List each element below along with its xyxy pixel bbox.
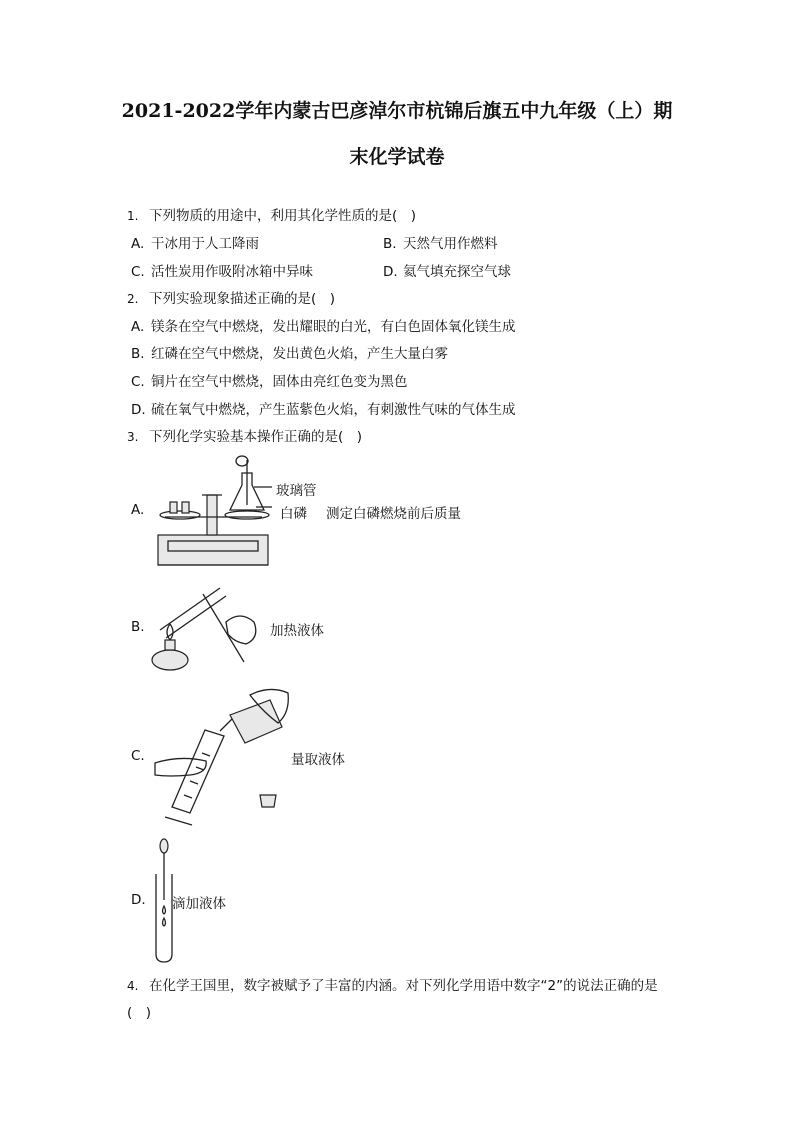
balance-base [158,535,268,565]
option-text: 干冰用于人工降雨 [151,236,259,252]
paper-title-line2: 末化学试卷 [349,146,445,168]
option-text: 铜片在空气中燃烧，固体由亮红色变为黑色 [151,374,408,390]
figure-label-dropping: 滴加液体 [172,896,226,912]
graduated-cylinder [172,730,224,813]
question-4 [127,974,658,994]
option-text: 天然气用作燃料 [403,236,498,252]
question-stem: 下列化学实验基本操作正确的是( ) [149,429,363,445]
question-1 [127,204,416,224]
option-label: B. [383,236,397,252]
question-number: 4. [127,979,139,993]
option-text: 红磷在空气中燃烧，发出黄色火焰，产生大量白雾 [151,346,448,362]
right-pan [225,511,269,519]
option-1b [383,232,498,252]
paper-title-line1: 2021-2022学年内蒙古巴彦淖尔市杭锦后旗五中九年级（上）期 [121,100,673,122]
left-hand [155,758,206,776]
question-stem: 下列实验现象描述正确的是( ) [149,291,336,307]
option-label: C. [131,374,145,390]
left-pan [160,511,200,519]
figure-label-measure-mass: 测定白磷燃烧前后质量 [326,506,461,522]
option-label: D. [383,264,398,280]
option-label: D. [131,402,146,418]
weight-2 [182,502,189,513]
option-2b [131,342,448,362]
option-1c [131,260,313,280]
measuring-figure [150,685,290,825]
option-label: A. [131,236,145,252]
question-3 [127,425,362,445]
option-1d [383,260,511,280]
option-3a-label: A. [131,502,145,518]
question-number: 1. [127,209,139,223]
question-2 [127,287,335,307]
balance-pillar [207,495,217,535]
scale-mark [184,795,192,798]
scale-mark [202,753,210,756]
test-tube-upper [160,588,220,630]
option-3d-label: D. [131,892,146,908]
flame [167,624,173,640]
option-text: 硫在氧气中燃烧，产生蓝紫色火焰，有刺激性气味的气体生成 [151,402,516,418]
option-2d [131,398,516,418]
option-2c [131,370,408,390]
balance-figure [150,455,280,570]
option-3b-label: B. [131,619,145,635]
option-2a [131,315,516,335]
question-number: 2. [127,292,139,306]
alcohol-lamp [152,650,188,670]
bottle-mouth [220,719,232,731]
reagent-bottle [230,700,282,743]
option-label: B. [131,346,145,362]
dropper-bulb [160,839,168,853]
question-stem: 在化学王国里，数字被赋予了丰富的内涵。对下列化学用语中数字“2”的说法正确的是 [149,978,658,994]
option-text: 活性炭用作吸附冰箱中异味 [151,264,313,280]
tube-holder [203,594,244,662]
cylinder-base [165,817,192,825]
weight-1 [170,502,177,513]
scale-mark [196,767,204,770]
figure-label-measuring: 量取液体 [291,752,345,768]
question-number: 3. [127,430,139,444]
drop [163,918,166,926]
option-text: 镁条在空气中燃烧，发出耀眼的白光，有白色固体氧化镁生成 [151,319,516,335]
option-label: A. [131,319,145,335]
drop [163,906,166,914]
figure-label-heating: 加热液体 [270,623,324,639]
option-3c-label: C. [131,748,145,764]
option-label: C. [131,264,145,280]
scale-mark [190,781,198,784]
option-1a [131,232,259,252]
figure-label-glass-tube: 玻璃管 [276,483,317,499]
option-text: 氦气填充探空气球 [403,264,511,280]
lamp-neck [165,640,175,650]
stopper [260,795,276,807]
question-4-cont: ( ) [127,1005,152,1021]
balloon [236,456,248,466]
heating-figure [148,582,268,674]
question-stem: 下列物质的用途中，利用其化学性质的是( ) [149,208,417,224]
figure-label-white-phosphorus: 白磷 [280,506,307,522]
